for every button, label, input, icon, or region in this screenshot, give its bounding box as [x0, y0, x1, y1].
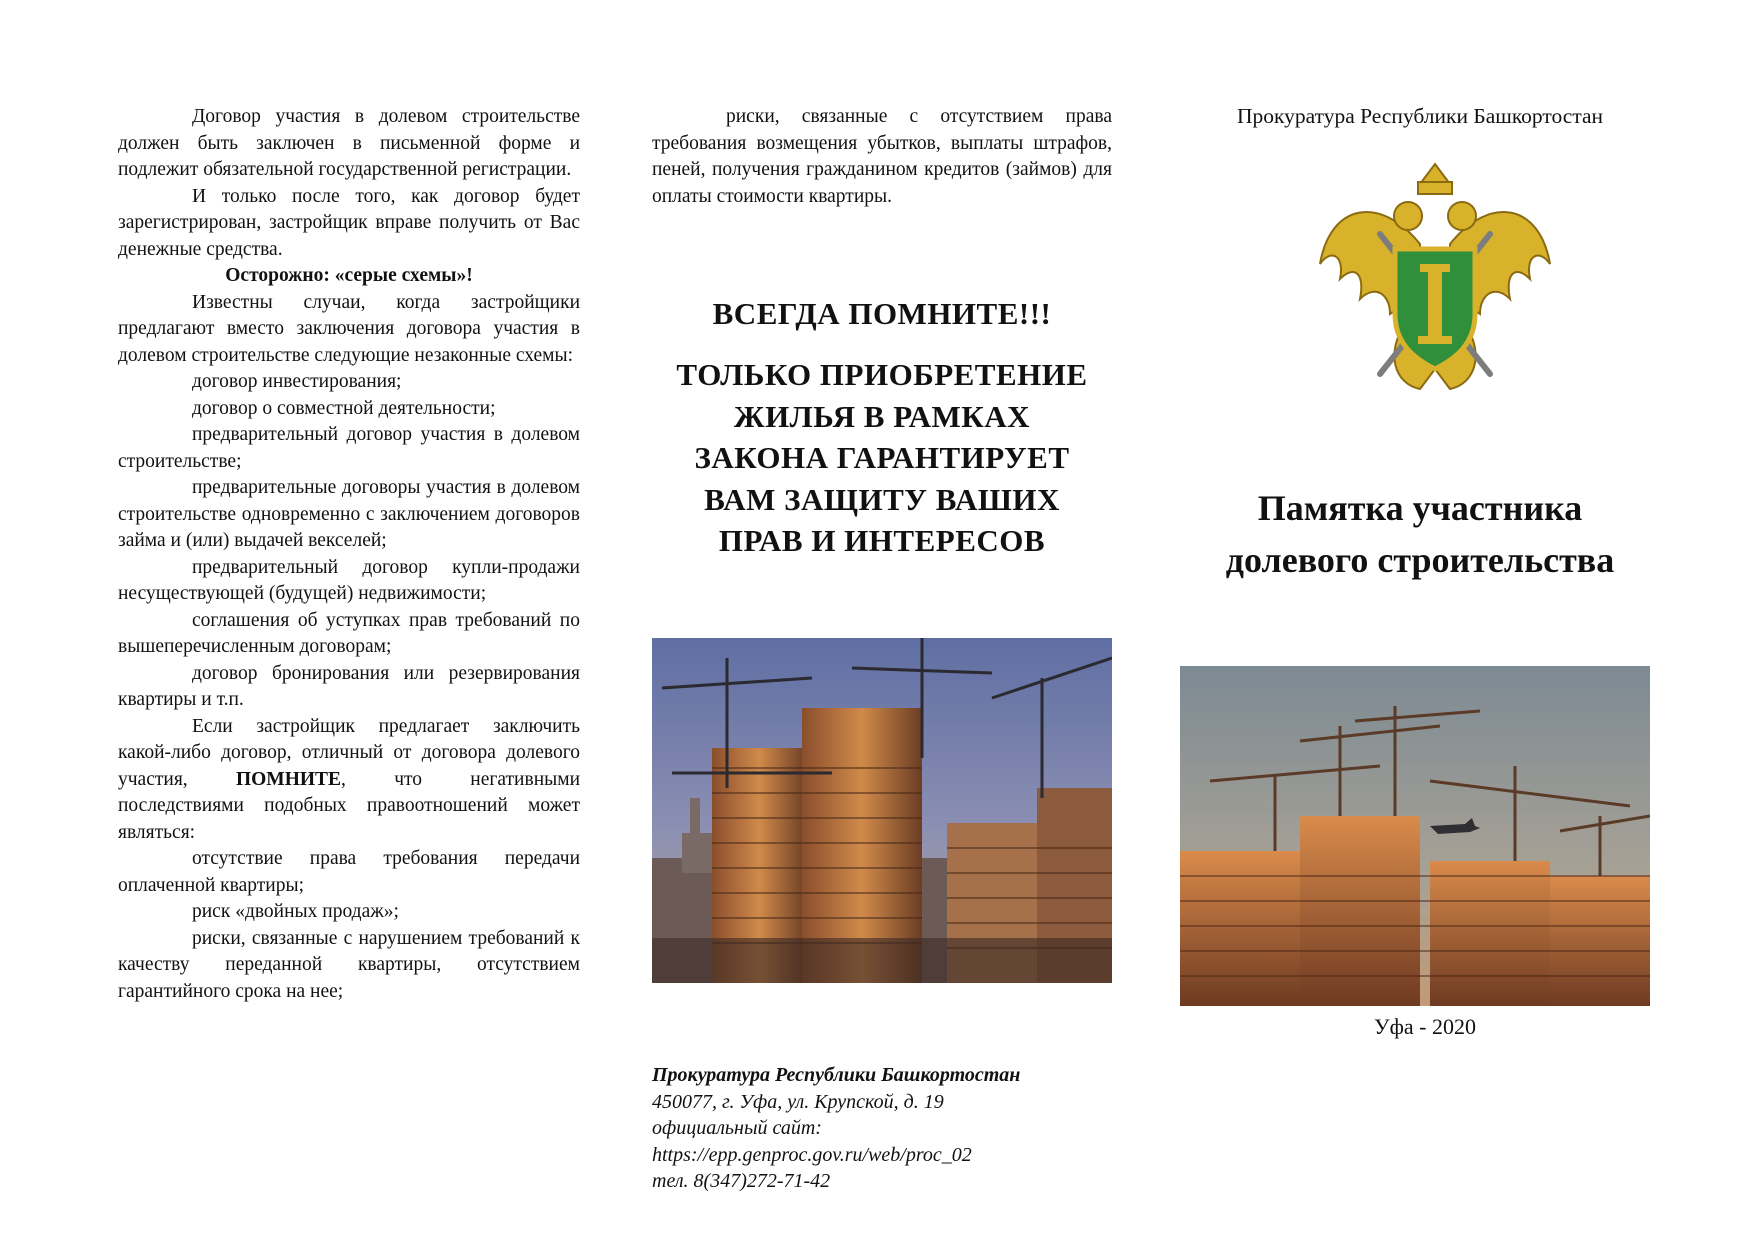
- subheadline-line: ПРАВ И ИНТЕРЕСОВ: [718, 523, 1046, 558]
- left-column: [118, 104, 580, 1005]
- middle-continuation-text: риски, связанные с отсутствием права требования возмещения убытков, выплаты штрафов, пеней, получения гражданином кредитов (займов) для оплаты стоимости квартиры.: [652, 106, 1112, 207]
- contacts-org: Прокуратура Республики Башкортостан: [652, 1064, 1021, 1086]
- headline: ВСЕГДА ПОМНИТЕ!!!: [712, 296, 1052, 331]
- contacts-site-label: официальный сайт:: [652, 1117, 822, 1139]
- emblem: [1310, 154, 1560, 404]
- body-paragraph: Договор участия в долевом строительстве должен быть заключен в письменной форме и подлежит обязательной государственной регистрации.: [118, 106, 580, 180]
- body-paragraph: предварительные договоры участия в долевом строительстве одновременно с заключением договоров займа и (или) выдачей векселей;: [118, 477, 580, 551]
- contacts-site-url[interactable]: https://epp.genproc.gov.ru/web/proc_02: [652, 1143, 972, 1166]
- paragraph-text: Если застройщик предлагает заключить какой-либо договор, отличный от договора долевого участия,: [118, 715, 580, 790]
- body-paragraph: соглашения об уступках прав требований по вышеперечисленным договорам;: [118, 609, 580, 657]
- body-paragraph: Известны случаи, когда застройщики предлагают вместо заключения договора участия в долевом строительстве следующие незаконные схемы:: [118, 291, 580, 366]
- prosecutor-emblem-icon: [1310, 154, 1560, 404]
- paragraph-text: , что негативными последствиями подобных правоотношений может являться:: [118, 768, 581, 843]
- construction-photo-cranes: [1180, 666, 1650, 1006]
- contacts-block: [652, 1062, 1122, 1195]
- subheadline-line: ТОЛЬКО ПРИОБРЕТЕНИЕ: [676, 357, 1088, 392]
- emphasis-text: ПОМНИТЕ: [235, 768, 342, 790]
- construction-photo-dusk: [652, 638, 1112, 983]
- body-paragraph: договор инвестирования;: [192, 371, 402, 392]
- body-paragraph: предварительный договор купли-продажи несуществующей (будущей) недвижимости;: [118, 556, 580, 604]
- body-paragraph: И только после того, как договор будет зарегистрирован, застройщик вправе получить от Вас денежные средства.: [118, 185, 580, 260]
- cover-footer: Уфа - 2020: [1374, 1014, 1476, 1039]
- cover-title-line: Памятка участника: [1257, 488, 1583, 528]
- body-paragraph: договор о совместной деятельности;: [192, 397, 496, 419]
- body-paragraph: риски, связанные с нарушением требований к качеству переданной квартиры, отсутствием гарантийного срока на нее;: [118, 927, 580, 1002]
- section-heading: Осторожно: «серые схемы»!: [225, 265, 473, 286]
- contacts-address: 450077, г. Уфа, ул. Крупской, д. 19: [652, 1090, 944, 1113]
- cover-org: Прокуратура Республики Башкортостан: [1236, 104, 1604, 128]
- body-paragraph: риск «двойных продаж»;: [192, 901, 399, 922]
- middle-column: [652, 104, 1112, 1192]
- cover-title: [1180, 482, 1660, 586]
- body-paragraph: отсутствие права требования передачи оплаченной квартиры;: [118, 848, 580, 896]
- subheadline-line: ЖИЛЬЯ В РАМКАХ: [733, 398, 1031, 434]
- body-paragraph: [118, 714, 580, 847]
- subheadline-line: ЗАКОНА ГАРАНТИРУЕТ: [694, 440, 1070, 475]
- subheadline-line: ВАМ ЗАЩИТУ ВАШИХ: [704, 481, 1060, 517]
- cover-title-line: долевого строительства: [1225, 540, 1615, 580]
- contacts-phone: тел. 8(347)272-71-42: [652, 1170, 831, 1192]
- subheadline: [652, 354, 1112, 562]
- body-paragraph: предварительный договор участия в долевом строительстве;: [118, 424, 580, 472]
- body-paragraph: договор бронирования или резервирования квартиры и т.п.: [118, 662, 580, 710]
